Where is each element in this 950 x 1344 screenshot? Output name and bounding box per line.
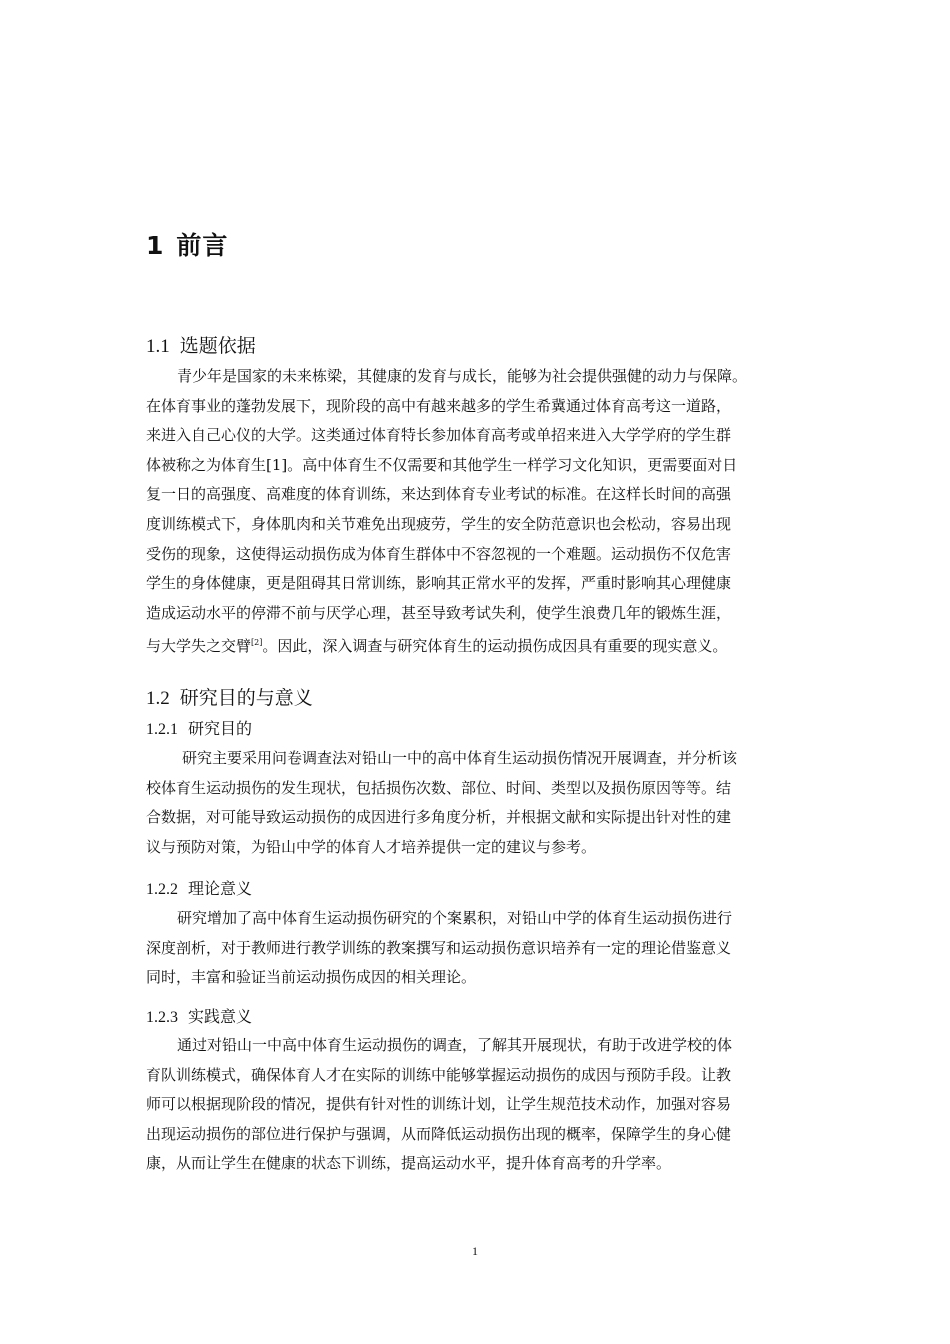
text-line: 合数据，对可能导致运动损伤的成因进行多角度分析，并根据文献和实际提出针对性的建 [146, 808, 732, 827]
text-line: 在体育事业的蓬勃发展下，现阶段的高中有越来越多的学生希冀通过体育高考这一道路， [146, 396, 732, 415]
paragraph-selection-basis [146, 362, 810, 658]
section-heading-1-1 [146, 331, 256, 358]
section-title: 选题依据 [179, 335, 256, 357]
text-line: 议与预防对策，为铅山中学的体育人才培养提供一定的建议与参考。 [146, 837, 597, 856]
text-line: 同时，丰富和验证当前运动损伤成因的相关理论。 [146, 968, 477, 987]
text-line: 师可以根据现阶段的情况，提供有针对性的训练计划，让学生规范技术动作，加强对容易 [146, 1095, 732, 1114]
text-line: 研究增加了高中体育生运动损伤研究的个案累积，对铅山中学的体育生运动损伤进行 [177, 909, 733, 927]
text-line: 深度剖析，对于教师进行教学训练的教案撰写和运动损伤意识培养有一定的理论借鉴意义 [146, 938, 732, 957]
paragraph-theoretical-significance [146, 904, 810, 993]
text-line: 造成运动水平的停滞不前与厌学心理，甚至导致考试失利，使学生浪费几年的锻炼生涯， [146, 603, 732, 622]
text-line: 康，从而让学生在健康的状态下训练，提高运动水平，提升体育高考的升学率。 [146, 1154, 672, 1173]
section-heading-1-2 [146, 683, 313, 710]
subsection-title: 理论意义 [188, 879, 253, 898]
section-title: 研究目的与意义 [179, 687, 313, 709]
text-line: 出现运动损伤的部位进行保护与强调，从而降低运动损伤出现的概率，保障学生的身心健 [146, 1124, 732, 1143]
text-fragment: 与大学失之交臂 [146, 637, 252, 656]
section-number: 1.1 [146, 336, 170, 357]
text-fragment: 。因此，深入调查与研究体育生的运动损伤成因具有重要的现实意义。 [262, 637, 728, 656]
subsection-number: 1.2.1 [146, 721, 178, 738]
subsection-number: 1.2.3 [146, 1009, 178, 1026]
chapter-title: 前言 [176, 231, 229, 260]
text-line: 校体育生运动损伤的发生现状，包括损伤次数、部位、时间、类型以及损伤原因等等。结 [146, 778, 732, 797]
text-line: 复一日的高强度、高难度的体育训练，来达到体育专业考试的标准。在这样长时间的高强 [146, 485, 732, 504]
subsection-title: 实践意义 [188, 1007, 253, 1026]
subsection-heading-1-2-2 [146, 876, 252, 899]
text-line: 学生的身体健康，更是阻碍其日常训练，影响其正常水平的发挥，严重时影响其心理健康 [146, 574, 732, 593]
text-line: 通过对铅山一中高中体育生运动损伤的调查，了解其开展现状，有助于改进学校的体 [177, 1036, 733, 1054]
text-line: 育队训练模式，确保体育人才在实际的训练中能够掌握运动损伤的成因与预防手段。让教 [146, 1065, 732, 1084]
citation-reference: [2] [251, 638, 263, 648]
subsection-heading-1-2-3 [146, 1004, 252, 1027]
subsection-number: 1.2.2 [146, 881, 178, 898]
text-line: 来进入自己心仪的大学。这类通过体育特长参加体育高考或单招来进入大学学府的学生群 [146, 426, 732, 445]
chapter-heading [146, 226, 228, 262]
text-line: 体被称之为体育生[1]。高中体育生不仅需要和其他学生一样学习文化知识，更需要面对日 [146, 455, 738, 474]
page-number: 1 [472, 1244, 478, 1258]
chapter-number: 1 [146, 231, 165, 260]
text-line: 度训练模式下，身体肌肉和关节难免出现疲劳，学生的安全防范意识也会松动，容易出现 [146, 514, 732, 533]
paragraph-practical-significance [146, 1031, 810, 1179]
section-number: 1.2 [146, 688, 170, 709]
subsection-title: 研究目的 [188, 719, 253, 738]
text-line [146, 628, 810, 658]
text-line: 受伤的现象，这使得运动损伤成为体育生群体中不容忽视的一个难题。运动损伤不仅危害 [146, 544, 732, 563]
text-line: 研究主要采用问卷调查法对铅山一中的高中体育生运动损伤情况开展调查，并分析该 [182, 749, 738, 767]
paragraph-research-purpose [146, 744, 810, 862]
subsection-heading-1-2-1 [146, 716, 252, 739]
text-line: 青少年是国家的未来栋梁，其健康的发育与成长，能够为社会提供强健的动力与保障。 [177, 367, 748, 385]
